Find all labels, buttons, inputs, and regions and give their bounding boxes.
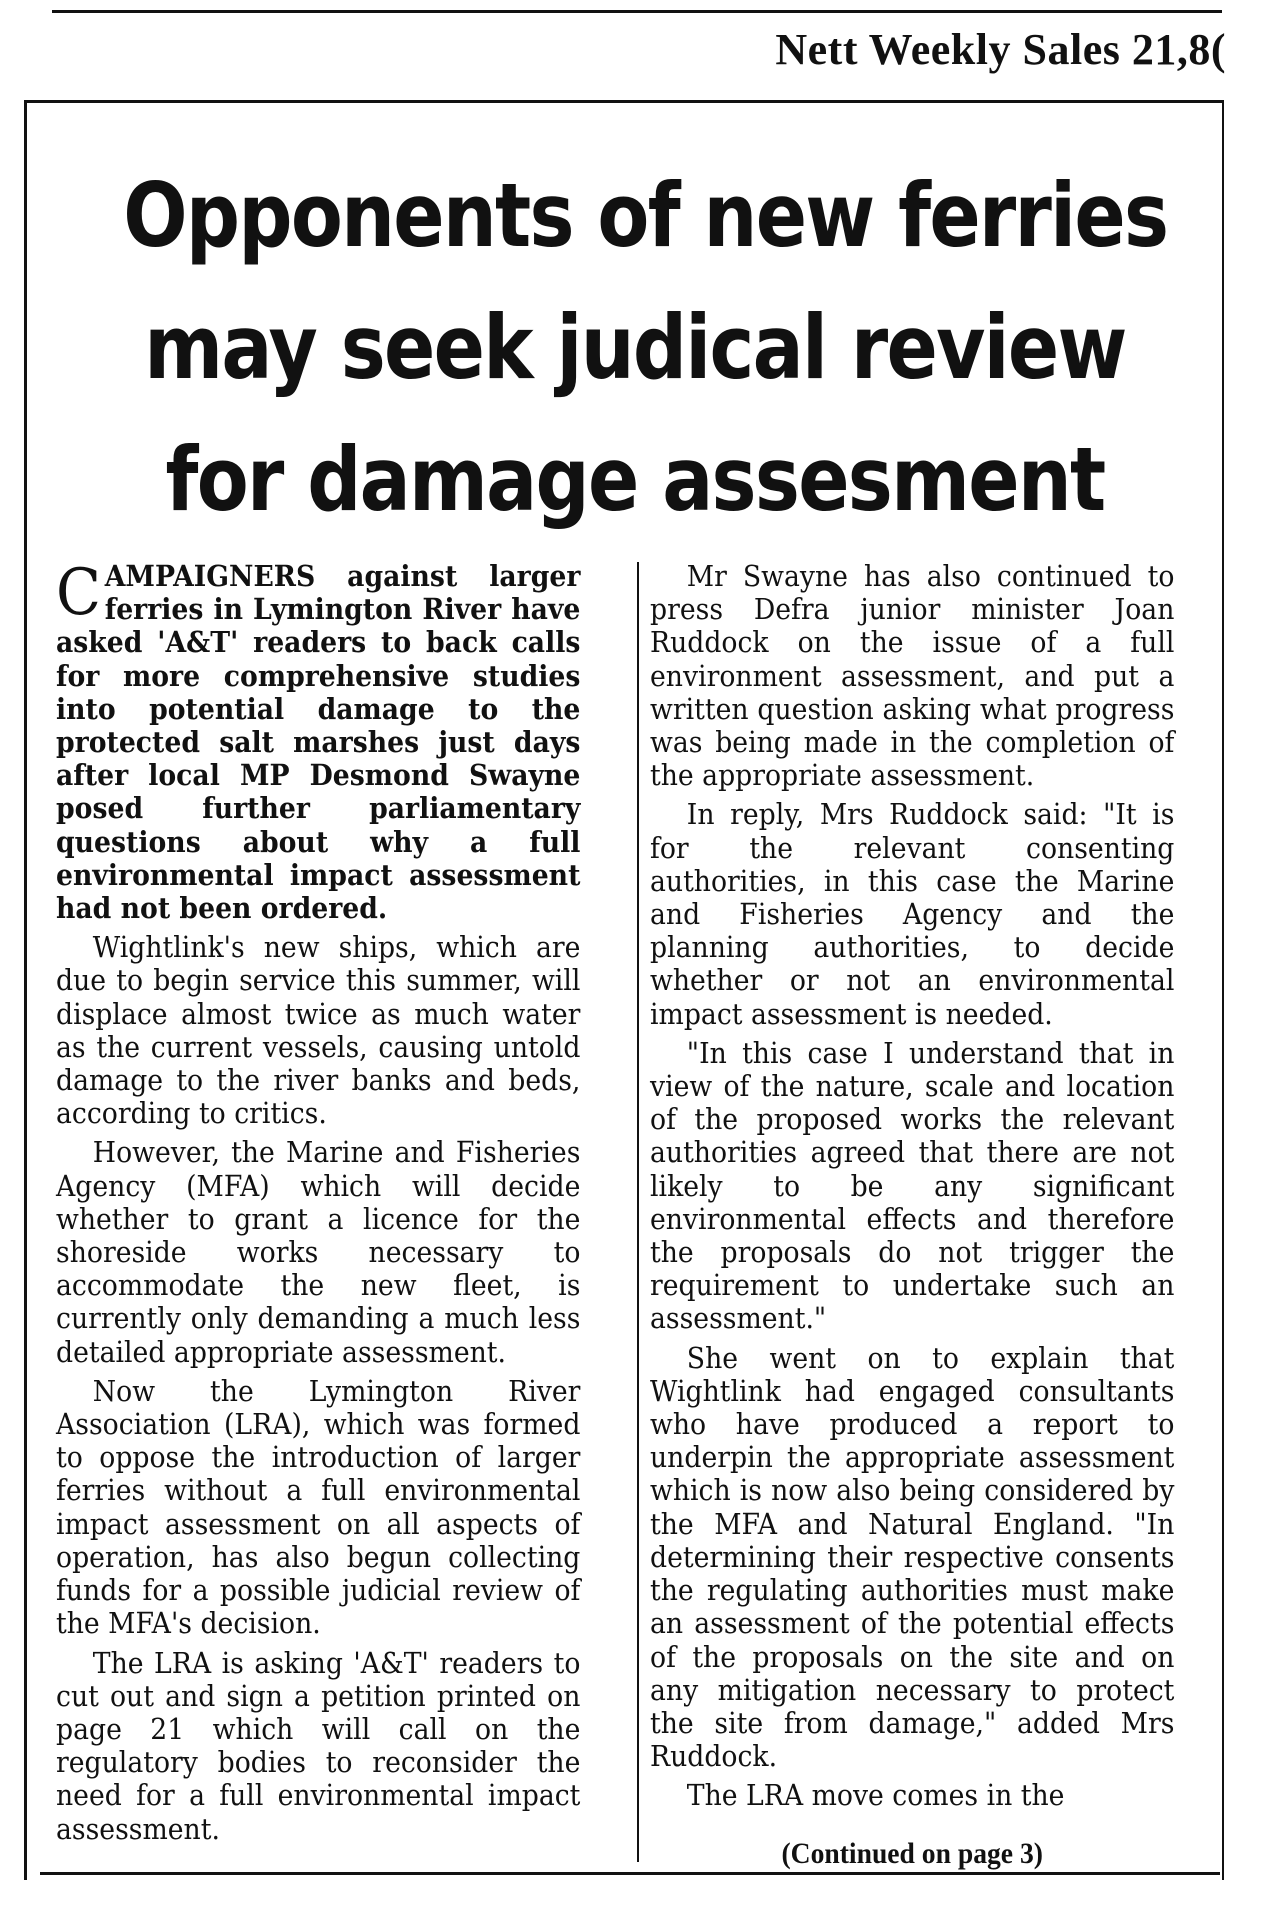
lead-text: AMPAIGNERS against larger ferries in Lymington River have asked 'A&T' readers to back calls for more comprehensive studies into potential damage to the protected salt marshes just days after local MP Desmond Swayne posed further parliamentary questions about why a full environmental impact assessment had not been ordered.: [56, 559, 581, 926]
paragraph-left-3: Now the Lymington River Association (LRA), which was formed to oppose the introduction of larger ferries without a full environmental impact assessment on all aspects of operation, has also begun collecting funds for a possible judicial review of the MFA's decision.: [56, 1373, 581, 1641]
lead-paragraph: [56, 556, 581, 926]
headline-line-2: may seek judical review: [144, 296, 1126, 399]
top-rule: [52, 10, 1222, 13]
column-left: [56, 556, 581, 1852]
paragraph-right-5: The LRA move comes in the: [686, 1778, 1065, 1813]
headline: [123, 150, 1168, 546]
paragraph-right-4: She went on to explain that Wightlink had engaged consultants who have produced a report to underpin the appropriate assessment which is now also being considered by the MFA and Natural England. "In determining their respective consents the regulating authorities must make an assessment of the potential effects of the proposals on the site and on any mitigation necessary to protect the site from damage," added Mrs Ruddock.: [650, 1340, 1175, 1774]
headline-line-1: Opponents of new ferries: [123, 164, 1168, 267]
paragraph-right-3: "In this case I understand that in view of the nature, scale and location of the proposed works the relevant authorities agreed that there are not likely to be any significant environmental effects and therefore the proposals do not trigger the requirement to undertake such an assessment.": [650, 1035, 1175, 1336]
headline-line-3: for damage assesment: [165, 428, 1105, 531]
paragraph-left-4: The LRA is asking 'A&T' readers to cut out and sign a petition printed on page 21 which will call on the regulatory bodies to reconsider the need for a full environmental impact assessment.: [56, 1645, 581, 1846]
bottom-rule: [40, 1872, 1220, 1875]
drop-cap: C: [56, 556, 102, 630]
continued-notice: (Continued on page 3): [781, 1836, 1043, 1870]
paragraph-left-2: However, the Marine and Fisheries Agency (MFA) which will decide whether to grant a licence for the shoreside works necessary to accommodate the new fleet, is currently only demanding a much less detailed appropriate assessment.: [56, 1135, 581, 1369]
nett-weekly-sales: Nett Weekly Sales 21,8(: [775, 25, 1226, 74]
paragraph-right-2: In reply, Mrs Ruddock said: "It is for the relevant consenting authorities, in this case the Marine and Fisheries Agency and the planning authorities, to decide whether or not an environmental impact assessment is needed.: [650, 797, 1175, 1031]
paragraph-left-1: Wightlink's new ships, which are due to begin service this summer, will displace almost twice as much water as the current vessels, causing untold damage to the river banks and beds, according to critics.: [56, 930, 581, 1131]
paragraph-right-1: Mr Swayne has also continued to press Defra junior minister Joan Ruddock on the issue of a full environment assessment, and put a written question asking what progress was being made in the completion of the appropriate assessment.: [650, 559, 1175, 793]
column-right: [650, 560, 1174, 1876]
column-rule: [637, 562, 639, 1862]
